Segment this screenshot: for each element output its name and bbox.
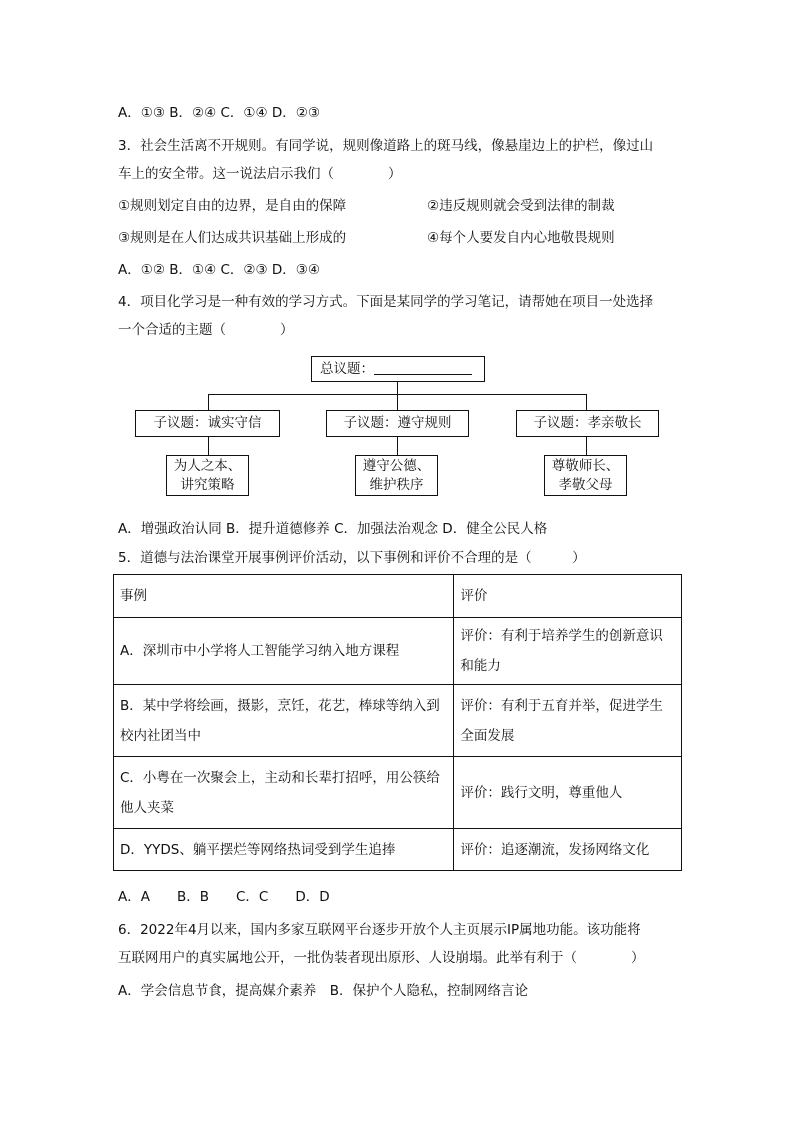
case-cell: B．某中学将绘画，摄影，烹饪，花艺，棒球等纳入到校内社团当中 [114,685,454,757]
case-cell: A．深圳市中小学将人工智能学习纳入地方课程 [114,618,454,685]
diagram-leaf1-box [166,455,249,496]
table-row [114,685,682,757]
q6-options: A．学会信息节食，提高媒介素养 B．保护个人隐私，控制网络言论 [118,983,528,999]
q3-stem-line2: 车上的安全带。这一说法启示我们（ ） [118,166,402,182]
q3-statement-4: ④每个人要发自内心地敬畏规则 [427,230,615,246]
case-cell: D．YYDS、躺平摆烂等网络热词受到学生追捧 [114,829,454,871]
connector-leaf3 [586,437,587,455]
eval-cell: 评价：有利于五育并举，促进学生全面发展 [454,685,682,757]
header-case: 事例 [114,575,454,618]
connector-leaf2 [397,437,398,455]
q5-options: A．A B．B C．C D．D [118,889,330,905]
q3-options: A．①② B．①④ C．②③ D．③④ [118,262,321,278]
connector-root-down [397,382,398,394]
table-row [114,757,682,829]
q6-stem-line2: 互联网用户的真实属地公开，一批伪装者现出原形、人设崩塌。此举有利于（ ） [118,950,645,966]
diagram-leaf2-line1: 遵守公德、 [362,458,431,474]
table-row [114,829,682,871]
diagram-leaf1-line2: 讲究策略 [180,477,235,493]
diagram-sub1-box: 子议题：诚实守信 [135,410,280,437]
table-row [114,618,682,685]
connector-sub3 [586,394,587,410]
q4-stem-line2: 一个合适的主题（ ） [118,322,294,338]
table-header-row [114,575,682,618]
diagram-leaf3-line2: 孝敬父母 [558,477,613,493]
connector-sub1 [208,394,209,410]
diagram-leaf2-line2: 维护秩序 [369,477,424,493]
q4-stem-line1: 4．项目化学习是一种有效的学习方式。下面是某同学的学习笔记，请帮她在项目一处选择 [118,294,654,310]
diagram-leaf3-box [544,455,627,496]
q3-statement-3: ③规则是在人们达成共识基础上形成的 [118,230,347,246]
connector-leaf1 [208,437,209,455]
q4-options: A．增强政治认同 B．提升道德修养 C．加强法治观念 D．健全公民人格 [118,521,548,537]
diagram-root-blank [374,360,472,375]
diagram-leaf3-line1: 尊敬师长、 [551,458,620,474]
q6-stem-line1: 6．2022年4月以来，国内多家互联网平台逐步开放个人主页展示IP属地功能。该功能将 [118,922,641,938]
case-evaluation-table [113,574,682,871]
eval-cell: 评价：践行文明，尊重他人 [454,757,682,829]
q3-stem-line1: 3．社会生活离不开规则。有同学说，规则像道路上的斑马线，像悬崖边上的护栏，像过山 [118,138,654,154]
q3-statement-1: ①规则划定自由的边界，是自由的保障 [118,198,347,214]
q3-statement-2: ②违反规则就会受到法律的制裁 [427,198,615,214]
connector-sub2 [397,394,398,410]
diagram-sub3-box: 子议题：孝亲敬长 [516,410,659,437]
eval-cell: 评价：有利于培养学生的创新意识和能力 [454,618,682,685]
diagram-leaf1-line1: 为人之本、 [173,458,242,474]
diagram-root-box [311,356,485,382]
q5-stem: 5．道德与法治课堂开展事例评价活动，以下事例和评价不合理的是（ ） [118,550,586,566]
header-eval: 评价 [454,575,682,618]
diagram-sub2-box: 子议题：遵守规则 [326,410,469,437]
eval-cell: 评价：追逐潮流，发扬网络文化 [454,829,682,871]
case-cell: C．小粤在一次聚会上，主动和长辈打招呼，用公筷给他人夹菜 [114,757,454,829]
diagram-root-label: 总议题： [320,361,374,377]
q2-options: A．①③ B．②④ C．①④ D．②③ [118,105,321,121]
diagram-leaf2-box [355,455,438,496]
